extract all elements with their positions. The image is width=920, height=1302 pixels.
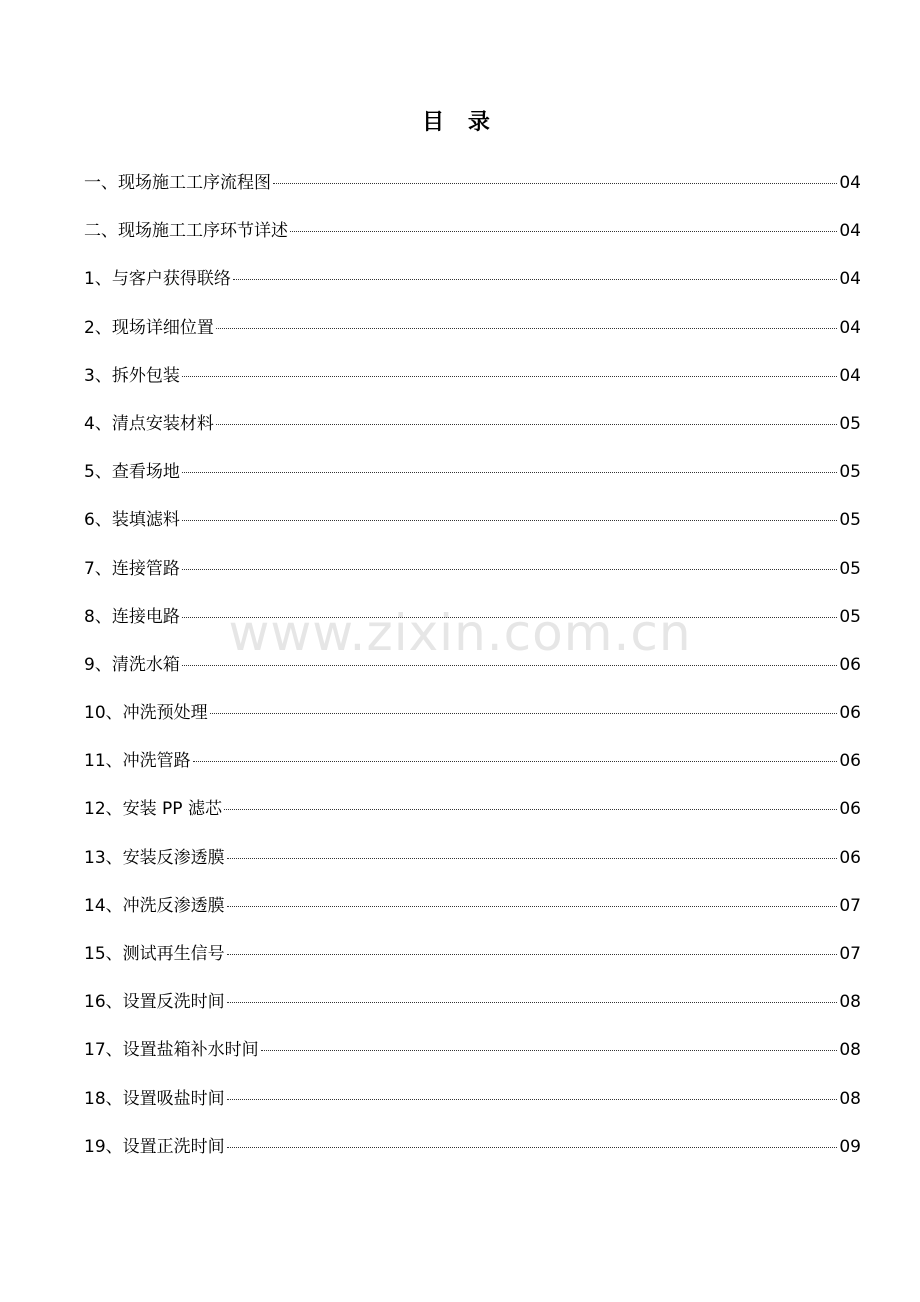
toc-entry[interactable]	[84, 164, 861, 212]
toc-entry[interactable]	[84, 983, 861, 1031]
toc-entry[interactable]	[84, 694, 861, 742]
toc-entry[interactable]	[84, 550, 861, 598]
toc-entry[interactable]	[84, 887, 861, 935]
toc-leader-dots	[227, 905, 838, 907]
toc-entry[interactable]	[84, 1128, 861, 1176]
toc-entry[interactable]	[84, 839, 861, 887]
toc-entry-label: 19、设置正洗时间	[84, 1136, 225, 1157]
toc-entry[interactable]	[84, 501, 861, 549]
toc-entry-label: 18、设置吸盐时间	[84, 1088, 225, 1109]
toc-entry-page: 08	[839, 992, 861, 1013]
toc-entry-label: 11、冲洗管路	[84, 751, 191, 772]
toc-entry-label: 4、清点安装材料	[84, 413, 214, 434]
toc-entry-page: 08	[839, 1040, 861, 1061]
toc-entry-page: 04	[839, 269, 861, 290]
toc-leader-dots	[227, 857, 838, 859]
toc-entry[interactable]	[84, 646, 861, 694]
toc-entry-page: 05	[839, 510, 861, 531]
toc-entry-label: 7、连接管路	[84, 558, 180, 579]
toc-entry[interactable]	[84, 1080, 861, 1128]
toc-entry[interactable]	[84, 405, 861, 453]
toc-entry-page: 05	[839, 558, 861, 579]
toc-entry-page: 06	[839, 847, 861, 868]
toc-entry-page: 06	[839, 799, 861, 820]
toc-leader-dots	[290, 230, 837, 232]
toc-entry-page: 09	[839, 1136, 861, 1157]
toc-entry-page: 04	[839, 317, 861, 338]
toc-leader-dots	[182, 471, 838, 473]
toc-entry[interactable]	[84, 357, 861, 405]
toc-leader-dots	[210, 712, 838, 714]
toc-leader-dots	[182, 375, 838, 377]
toc-entry-page: 08	[839, 1088, 861, 1109]
toc-entry[interactable]	[84, 598, 861, 646]
toc-entry-page: 05	[839, 606, 861, 627]
toc-leader-dots	[227, 953, 838, 955]
toc-entry-label: 2、现场详细位置	[84, 317, 214, 338]
toc-leader-dots	[216, 327, 838, 329]
toc-entry-label: 14、冲洗反渗透膜	[84, 895, 225, 916]
toc-entry-label: 6、装填滤料	[84, 510, 180, 531]
toc-entry[interactable]	[84, 309, 861, 357]
toc-leader-dots	[227, 1146, 838, 1148]
toc-entry-label: 5、查看场地	[84, 462, 180, 483]
toc-entry-label: 12、安装 PP 滤芯	[84, 799, 222, 820]
toc-entry-page: 05	[839, 413, 861, 434]
toc-entry-page: 04	[839, 221, 861, 242]
toc-entry[interactable]	[84, 742, 861, 790]
toc-entry-page: 06	[839, 654, 861, 675]
toc-entry-label: 二、现场施工工序环节详述	[84, 221, 288, 242]
toc-leader-dots	[224, 808, 837, 810]
toc-entry[interactable]	[84, 1031, 861, 1079]
toc-entry-label: 15、测试再生信号	[84, 944, 225, 964]
toc-entry-label: 一、现场施工工序流程图	[84, 173, 271, 193]
toc-entry-label: 3、拆外包装	[84, 365, 180, 386]
toc-entry-page: 04	[839, 173, 861, 193]
toc-entry-label: 16、设置反洗时间	[84, 992, 225, 1013]
toc-entry-page: 06	[839, 751, 861, 772]
toc-entry-page: 05	[839, 462, 861, 483]
toc-entry-page: 07	[839, 944, 861, 964]
toc-leader-dots	[233, 278, 838, 280]
toc-leader-dots	[261, 1049, 838, 1051]
toc-leader-dots	[273, 182, 837, 184]
toc-entry[interactable]	[84, 260, 861, 308]
toc-entry-label: 8、连接电路	[84, 606, 180, 627]
toc-entry[interactable]	[84, 935, 861, 983]
toc-entry[interactable]	[84, 453, 861, 501]
toc-entry-page: 06	[839, 703, 861, 724]
toc-entry[interactable]	[84, 790, 861, 838]
toc-entry-page: 04	[839, 365, 861, 386]
toc-entry-label: 1、与客户获得联络	[84, 269, 231, 290]
toc-entry-label: 13、安装反渗透膜	[84, 847, 225, 868]
page-title: 目 录	[422, 110, 498, 135]
toc-entry[interactable]	[84, 212, 861, 260]
toc-leader-dots	[216, 423, 838, 425]
toc-leader-dots	[227, 1098, 838, 1100]
toc-leader-dots	[182, 568, 838, 570]
toc-leader-dots	[227, 1001, 838, 1003]
toc-entry-label: 17、设置盐箱补水时间	[84, 1040, 259, 1061]
toc-entry-label: 9、清洗水箱	[84, 654, 180, 675]
table-of-contents	[84, 164, 861, 1176]
toc-leader-dots	[182, 616, 838, 618]
toc-leader-dots	[182, 519, 838, 521]
toc-leader-dots	[182, 664, 838, 666]
watermark: www.zixin.com.cn	[228, 604, 692, 662]
toc-entry-label: 10、冲洗预处理	[84, 703, 208, 724]
toc-entry-page: 07	[839, 895, 861, 916]
toc-leader-dots	[193, 760, 838, 762]
